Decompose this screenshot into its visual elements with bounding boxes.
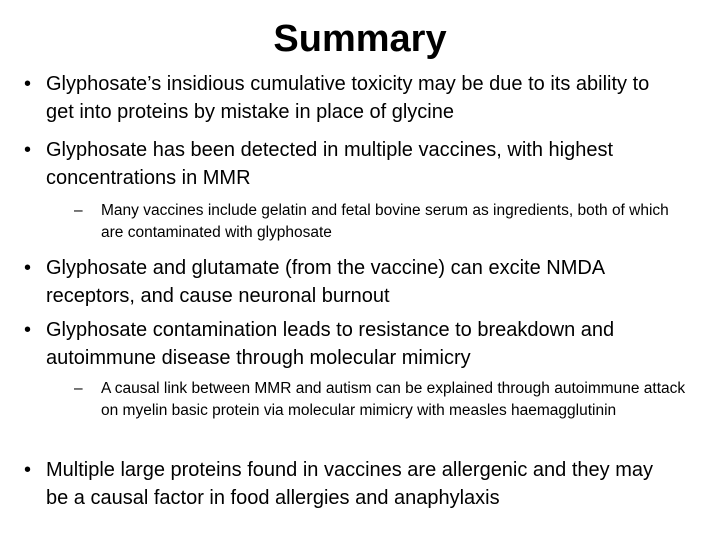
bullet-2 — [24, 136, 676, 192]
bullet-text: Glyphosate’s insidious cumulative toxicity may be due to its ability to get into proteins by mistake in place of glycine — [46, 73, 650, 123]
bullet-text: Glyphosate contamination leads to resistance to breakdown and autoimmune disease through molecular mimicry — [46, 319, 615, 369]
bullet-5 — [24, 456, 676, 512]
bullet-marker: • — [24, 73, 32, 95]
bullet-1 — [24, 70, 676, 126]
sub-bullet-text: A causal link between MMR and autism can be explained through autoimmune attack on myelin basic protein via molecular mimicry with measles haemagglutinin — [101, 380, 686, 419]
bullet-text: Multiple large proteins found in vaccines are allergenic and they may be a causal factor in food allergies and anaphylaxis — [46, 459, 654, 509]
bullet-marker: • — [24, 319, 32, 341]
sub-bullet-4-1 — [74, 378, 691, 422]
slide-title: Summary — [273, 18, 447, 60]
bullet-marker: • — [24, 139, 32, 161]
bullet-3 — [24, 254, 676, 310]
bullet-text: Glyphosate has been detected in multiple vaccines, with highest concentrations in MMR — [46, 139, 614, 189]
sub-bullet-marker: – — [74, 202, 83, 219]
bullet-marker: • — [24, 459, 32, 481]
bullet-4 — [24, 316, 676, 372]
sub-bullet-text: Many vaccines include gelatin and fetal bovine serum as ingredients, both of which are contaminated with glyphosate — [101, 202, 669, 241]
sub-bullet-2-1 — [74, 200, 691, 244]
bullet-marker: • — [24, 257, 32, 279]
sub-bullet-marker: – — [74, 380, 83, 397]
bullet-text: Glyphosate and glutamate (from the vaccine) can excite NMDA receptors, and cause neuronal burnout — [46, 257, 605, 307]
